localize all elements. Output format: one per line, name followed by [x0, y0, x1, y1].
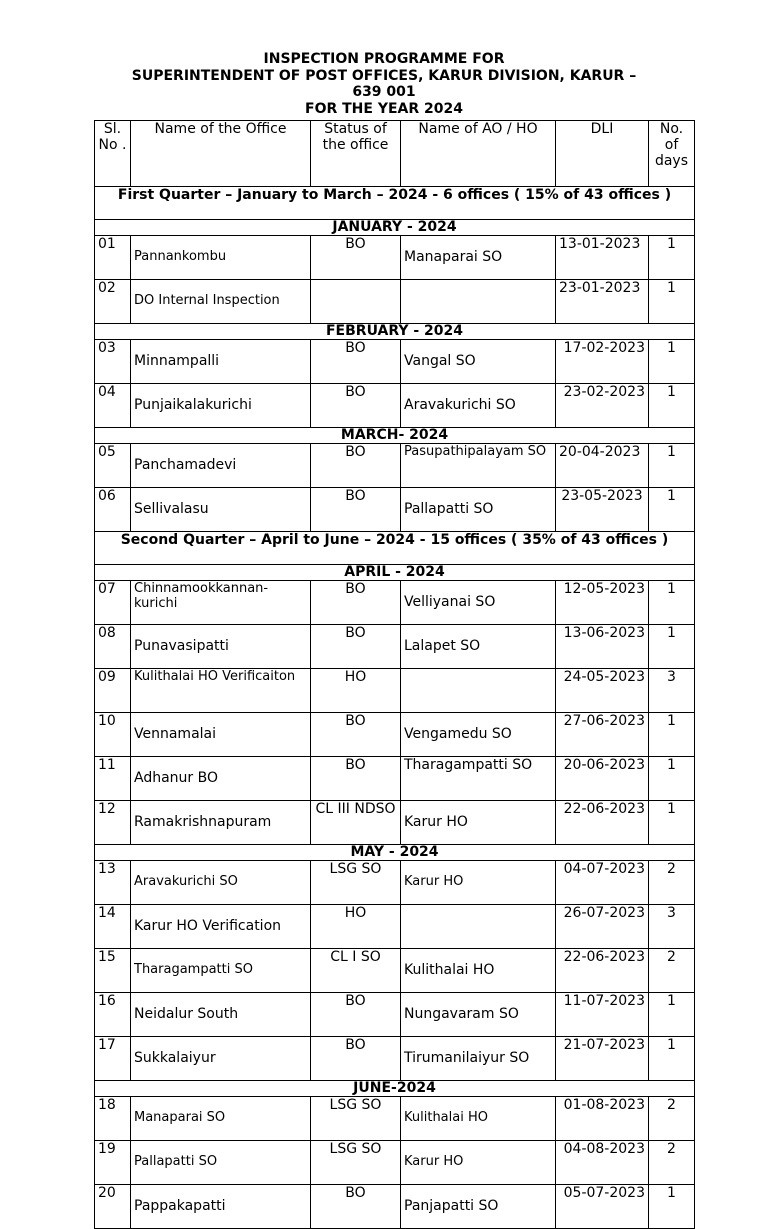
- cell-sl: 08: [95, 625, 131, 669]
- cell-office-name: Pappakapatti: [131, 1185, 311, 1229]
- cell-status: BO: [311, 340, 401, 384]
- table-row: [95, 949, 695, 993]
- table-header-row: [95, 121, 695, 187]
- inspection-table: [94, 120, 695, 1229]
- cell-status: BO: [311, 384, 401, 428]
- cell-dli: 05-07-2023: [556, 1185, 649, 1229]
- cell-office-name: Vennamalai: [131, 713, 311, 757]
- cell-dli: 24-05-2023: [556, 669, 649, 713]
- cell-days: 1: [649, 993, 695, 1037]
- cell-ao: Pasupathipalayam SO: [401, 444, 556, 488]
- cell-sl: 20: [95, 1185, 131, 1229]
- cell-status: LSG SO: [311, 1141, 401, 1185]
- cell-days: 3: [649, 905, 695, 949]
- month-row: [95, 565, 695, 581]
- month-label: JANUARY - 2024: [95, 220, 695, 236]
- cell-days: 1: [649, 488, 695, 532]
- heading-line-4: FOR THE YEAR 2024: [305, 100, 463, 117]
- cell-ao: Panjapatti SO: [401, 1185, 556, 1229]
- cell-dli: 21-07-2023: [556, 1037, 649, 1081]
- cell-dli: 26-07-2023: [556, 905, 649, 949]
- month-row: [95, 220, 695, 236]
- cell-status: CL I SO: [311, 949, 401, 993]
- month-label: MARCH- 2024: [95, 428, 695, 444]
- cell-ao: Kulithalai HO: [401, 1097, 556, 1141]
- cell-office-name: Neidalur South: [131, 993, 311, 1037]
- table-row: [95, 488, 695, 532]
- cell-office-name: Chinnamookkannan-kurichi: [131, 581, 311, 625]
- cell-days: 2: [649, 1097, 695, 1141]
- cell-dli: 01-08-2023: [556, 1097, 649, 1141]
- cell-ao: Lalapet SO: [401, 625, 556, 669]
- cell-status: LSG SO: [311, 1097, 401, 1141]
- quarter-row: [95, 532, 695, 565]
- cell-status: HO: [311, 669, 401, 713]
- cell-ao: Manaparai SO: [401, 236, 556, 280]
- cell-dli: 22-06-2023: [556, 801, 649, 845]
- col-header-name: Name of the Office: [131, 121, 311, 187]
- cell-office-name: Karur HO Verification: [131, 905, 311, 949]
- cell-days: 1: [649, 625, 695, 669]
- cell-dli: 27-06-2023: [556, 713, 649, 757]
- cell-status: BO: [311, 444, 401, 488]
- month-label: MAY - 2024: [95, 845, 695, 861]
- cell-office-name: Punjaikalakurichi: [131, 384, 311, 428]
- cell-office-name: Sukkalaiyur: [131, 1037, 311, 1081]
- cell-sl: 07: [95, 581, 131, 625]
- table-row: [95, 1185, 695, 1229]
- cell-days: 1: [649, 581, 695, 625]
- cell-ao: Karur HO: [401, 801, 556, 845]
- cell-sl: 15: [95, 949, 131, 993]
- cell-sl: 01: [95, 236, 131, 280]
- col-header-days: No. of days: [649, 121, 695, 187]
- cell-sl: 13: [95, 861, 131, 905]
- table-row: [95, 384, 695, 428]
- cell-dli: 04-08-2023: [556, 1141, 649, 1185]
- cell-dli: 20-06-2023: [556, 757, 649, 801]
- cell-sl: 17: [95, 1037, 131, 1081]
- document-heading: [95, 51, 673, 117]
- cell-office-name: Aravakurichi SO: [131, 861, 311, 905]
- cell-ao: Aravakurichi SO: [401, 384, 556, 428]
- cell-status: BO: [311, 757, 401, 801]
- cell-days: 1: [649, 801, 695, 845]
- cell-days: 1: [649, 340, 695, 384]
- cell-ao: [401, 669, 556, 713]
- cell-sl: 02: [95, 280, 131, 324]
- table-row: [95, 713, 695, 757]
- cell-status: BO: [311, 713, 401, 757]
- cell-ao: Karur HO: [401, 861, 556, 905]
- cell-ao: Tirumanilaiyur SO: [401, 1037, 556, 1081]
- col-header-dli: DLI: [556, 121, 649, 187]
- table-row: [95, 905, 695, 949]
- cell-days: 1: [649, 280, 695, 324]
- cell-days: 1: [649, 757, 695, 801]
- cell-days: 1: [649, 1037, 695, 1081]
- cell-days: 3: [649, 669, 695, 713]
- cell-dli: 13-01-2023: [556, 236, 649, 280]
- cell-status: BO: [311, 993, 401, 1037]
- table-row: [95, 444, 695, 488]
- heading-line-2: SUPERINTENDENT OF POST OFFICES, KARUR DIVISION, KARUR –: [131, 67, 637, 84]
- cell-sl: 14: [95, 905, 131, 949]
- cell-dli: 20-04-2023: [556, 444, 649, 488]
- cell-status: HO: [311, 905, 401, 949]
- cell-office-name: Ramakrishnapuram: [131, 801, 311, 845]
- cell-sl: 06: [95, 488, 131, 532]
- cell-days: 1: [649, 384, 695, 428]
- month-label: APRIL - 2024: [95, 565, 695, 581]
- cell-office-name: Minnampalli: [131, 340, 311, 384]
- cell-sl: 16: [95, 993, 131, 1037]
- cell-days: 1: [649, 713, 695, 757]
- cell-status: BO: [311, 581, 401, 625]
- cell-dli: 12-05-2023: [556, 581, 649, 625]
- table-row: [95, 581, 695, 625]
- cell-status: BO: [311, 625, 401, 669]
- cell-dli: 11-07-2023: [556, 993, 649, 1037]
- cell-days: 1: [649, 1185, 695, 1229]
- cell-status: BO: [311, 488, 401, 532]
- quarter-row: [95, 187, 695, 220]
- cell-dli: 22-06-2023: [556, 949, 649, 993]
- cell-sl: 12: [95, 801, 131, 845]
- month-row: [95, 324, 695, 340]
- cell-ao: Nungavaram SO: [401, 993, 556, 1037]
- cell-ao: [401, 905, 556, 949]
- month-row: [95, 428, 695, 444]
- month-label: JUNE-2024: [95, 1081, 695, 1097]
- quarter-label: First Quarter – January to March – 2024 - 6 offices ( 15% of 43 offices ): [95, 187, 695, 220]
- cell-status: BO: [311, 1185, 401, 1229]
- cell-days: 1: [649, 444, 695, 488]
- cell-office-name: Tharagampatti SO: [131, 949, 311, 993]
- heading-line-1: INSPECTION PROGRAMME FOR: [263, 51, 505, 67]
- cell-days: 1: [649, 236, 695, 280]
- cell-ao: Vangal SO: [401, 340, 556, 384]
- month-row: [95, 1081, 695, 1097]
- table-row: [95, 669, 695, 713]
- cell-status: [311, 280, 401, 324]
- cell-dli: 17-02-2023: [556, 340, 649, 384]
- table-row: [95, 1037, 695, 1081]
- cell-office-name: Punavasipatti: [131, 625, 311, 669]
- table-row: [95, 861, 695, 905]
- cell-sl: 19: [95, 1141, 131, 1185]
- cell-ao: Velliyanai SO: [401, 581, 556, 625]
- cell-office-name: Sellivalasu: [131, 488, 311, 532]
- table-row: [95, 757, 695, 801]
- cell-sl: 18: [95, 1097, 131, 1141]
- col-header-sl: Sl. No .: [95, 121, 131, 187]
- cell-dli: 23-02-2023: [556, 384, 649, 428]
- cell-sl: 03: [95, 340, 131, 384]
- table-row: [95, 993, 695, 1037]
- cell-days: 2: [649, 1141, 695, 1185]
- cell-ao: Tharagampatti SO: [401, 757, 556, 801]
- cell-status: CL III NDSO: [311, 801, 401, 845]
- cell-ao: Kulithalai HO: [401, 949, 556, 993]
- cell-office-name: Pallapatti SO: [131, 1141, 311, 1185]
- cell-ao: Pallapatti SO: [401, 488, 556, 532]
- month-label: FEBRUARY - 2024: [95, 324, 695, 340]
- cell-status: BO: [311, 1037, 401, 1081]
- cell-ao: [401, 280, 556, 324]
- table-row: [95, 1097, 695, 1141]
- cell-dli: 23-01-2023: [556, 280, 649, 324]
- cell-sl: 09: [95, 669, 131, 713]
- cell-status: LSG SO: [311, 861, 401, 905]
- quarter-label: Second Quarter – April to June – 2024 - 15 offices ( 35% of 43 offices ): [95, 532, 695, 565]
- col-header-status: Status of the office: [311, 121, 401, 187]
- table-row: [95, 801, 695, 845]
- table-row: [95, 340, 695, 384]
- col-header-ao: Name of AO / HO: [401, 121, 556, 187]
- cell-ao: Vengamedu SO: [401, 713, 556, 757]
- cell-ao: Karur HO: [401, 1141, 556, 1185]
- cell-office-name: Manaparai SO: [131, 1097, 311, 1141]
- cell-sl: 04: [95, 384, 131, 428]
- cell-dli: 13-06-2023: [556, 625, 649, 669]
- cell-office-name: Pannankombu: [131, 236, 311, 280]
- cell-office-name: Panchamadevi: [131, 444, 311, 488]
- cell-days: 2: [649, 949, 695, 993]
- cell-days: 2: [649, 861, 695, 905]
- cell-office-name: Kulithalai HO Verificaiton: [131, 669, 311, 713]
- cell-office-name: Adhanur BO: [131, 757, 311, 801]
- heading-line-3: 639 001: [352, 84, 416, 100]
- table-row: [95, 280, 695, 324]
- cell-dli: 04-07-2023: [556, 861, 649, 905]
- cell-sl: 10: [95, 713, 131, 757]
- cell-dli: 23-05-2023: [556, 488, 649, 532]
- table-row: [95, 236, 695, 280]
- cell-status: BO: [311, 236, 401, 280]
- table-row: [95, 625, 695, 669]
- cell-sl: 05: [95, 444, 131, 488]
- month-row: [95, 845, 695, 861]
- cell-sl: 11: [95, 757, 131, 801]
- cell-office-name: DO Internal Inspection: [131, 280, 311, 324]
- table-row: [95, 1141, 695, 1185]
